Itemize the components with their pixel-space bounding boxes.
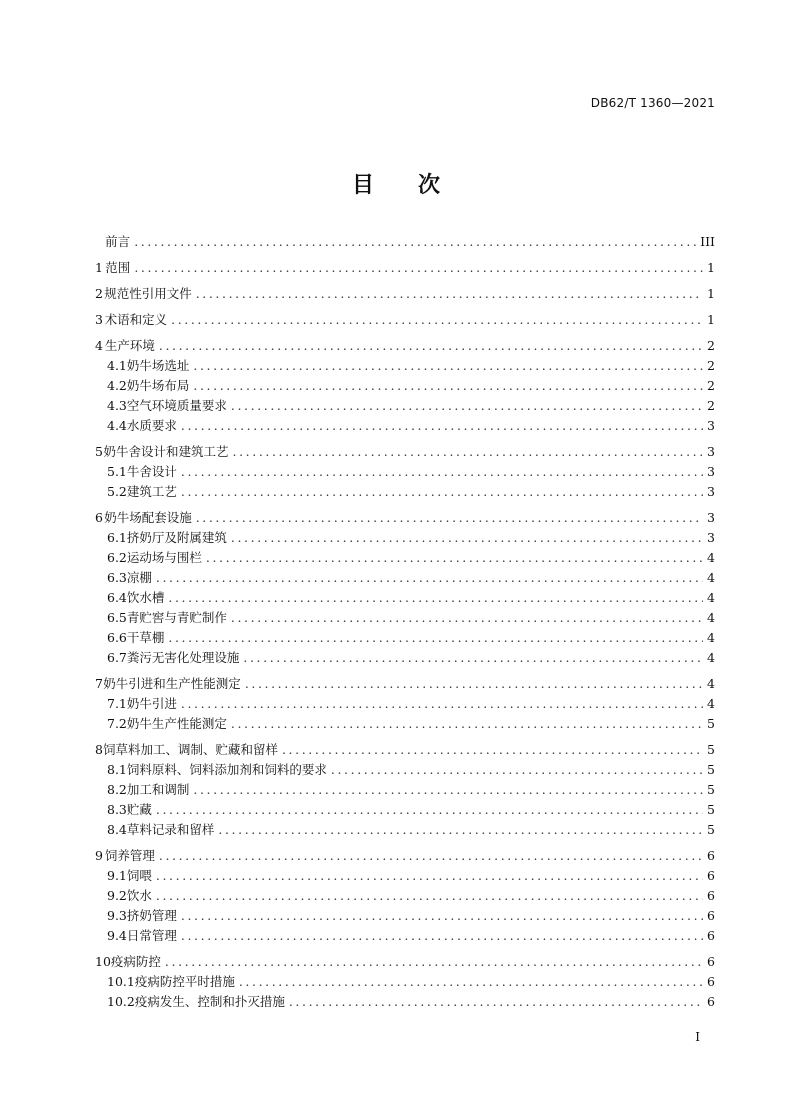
toc-entry[interactable] xyxy=(95,694,715,714)
toc-entry-number: 9.2 xyxy=(107,888,127,903)
toc-entry-label: 前言 xyxy=(105,234,131,249)
toc-leader-dots xyxy=(181,926,703,946)
toc-entry-number: 3 xyxy=(95,312,103,327)
toc-entry-label: 水质要求 xyxy=(126,418,177,433)
toc-leader-dots xyxy=(159,336,703,356)
toc-entry[interactable] xyxy=(95,336,715,356)
toc-entry-page: 3 xyxy=(707,530,715,545)
toc-entry-page: 5 xyxy=(707,716,715,731)
toc-entry[interactable] xyxy=(95,310,715,330)
toc-entry-number: 5.2 xyxy=(107,484,127,499)
toc-entry-label: 建筑工艺 xyxy=(126,484,177,499)
toc-entry-page: 4 xyxy=(707,610,715,625)
toc-entry-label: 贮藏 xyxy=(126,802,152,817)
toc-entry[interactable] xyxy=(95,906,715,926)
toc-leader-dots xyxy=(134,232,696,252)
toc-entry-number: 8.4 xyxy=(107,822,127,837)
toc-leader-dots xyxy=(181,482,703,502)
toc-leader-dots xyxy=(289,992,703,1012)
toc-leader-dots xyxy=(239,972,703,992)
toc-entry-label: 饮水 xyxy=(126,888,152,903)
toc-entry-page: 4 xyxy=(707,696,715,711)
toc-entry-page: III xyxy=(700,234,715,249)
toc-entry-number: 8.2 xyxy=(107,782,127,797)
toc-entry[interactable] xyxy=(95,648,715,668)
toc-leader-dots xyxy=(245,674,703,694)
toc-entry-number: 6.5 xyxy=(107,610,127,625)
toc-leader-dots xyxy=(196,284,703,304)
toc-leader-dots xyxy=(231,396,703,416)
toc-entry-number: 9.3 xyxy=(107,908,127,923)
toc-entry[interactable] xyxy=(95,866,715,886)
toc-entry-number: 9.4 xyxy=(107,928,127,943)
toc-entry-page: 2 xyxy=(707,398,715,413)
toc-entry-number: 6.6 xyxy=(107,630,127,645)
toc-entry-label: 饲养管理 xyxy=(104,848,155,863)
toc-entry[interactable] xyxy=(95,952,715,972)
toc-entry-page: 2 xyxy=(707,338,715,353)
toc-entry-number: 10.2 xyxy=(107,994,135,1009)
toc-entry-label: 空气环境质量要求 xyxy=(126,398,227,413)
toc-entry-label: 粪污无害化处理设施 xyxy=(126,650,240,665)
toc-entry-label: 牛舍设计 xyxy=(126,464,177,479)
toc-title-part1: 目 xyxy=(351,173,374,198)
toc-leader-dots xyxy=(231,528,703,548)
toc-entry-page: 5 xyxy=(707,782,715,797)
toc-entry[interactable] xyxy=(95,992,715,1012)
toc-entry-number: 4.3 xyxy=(107,398,127,413)
toc-entry-label: 加工和调制 xyxy=(126,782,190,797)
toc-entry-number: 9.1 xyxy=(107,868,127,883)
toc-entry-label: 日常管理 xyxy=(126,928,177,943)
toc-entry-page: 4 xyxy=(707,590,715,605)
toc-entry-page: 1 xyxy=(707,286,715,301)
toc-entry[interactable] xyxy=(95,800,715,820)
toc-leader-dots xyxy=(282,740,703,760)
toc-entry-label: 奶牛引进 xyxy=(126,696,177,711)
toc-entry-number: 6 xyxy=(95,510,103,525)
toc-entry[interactable] xyxy=(95,588,715,608)
toc-leader-dots xyxy=(156,568,703,588)
toc-leader-dots xyxy=(231,714,703,734)
toc-entry-number: 6.2 xyxy=(107,550,127,565)
toc-leader-dots xyxy=(134,258,703,278)
toc-entry-page: 5 xyxy=(707,802,715,817)
toc-entry-number: 8.3 xyxy=(107,802,127,817)
toc-entry-label: 疫病防控 xyxy=(110,954,161,969)
toc-entry-label: 草料记录和留样 xyxy=(126,822,215,837)
toc-entry[interactable] xyxy=(95,442,715,462)
toc-entry-number: 1 xyxy=(95,260,103,275)
toc-entry-label: 干草棚 xyxy=(126,630,165,645)
toc-entry-number: 4.4 xyxy=(107,418,127,433)
toc-leader-dots xyxy=(168,588,703,608)
toc-entry-page: 3 xyxy=(707,510,715,525)
toc-entry-page: 1 xyxy=(707,312,715,327)
toc-entry-number: 10.1 xyxy=(107,974,135,989)
toc-entry[interactable] xyxy=(95,740,715,760)
toc-leader-dots xyxy=(181,416,703,436)
page-number: I xyxy=(695,1030,700,1044)
toc-entry[interactable] xyxy=(95,568,715,588)
toc-leader-dots xyxy=(193,356,703,376)
toc-entry[interactable] xyxy=(95,284,715,304)
toc-entry-label: 饮水槽 xyxy=(126,590,165,605)
toc-entry-label: 奶牛引进和生产性能测定 xyxy=(103,676,241,691)
toc-entry-page: 4 xyxy=(707,550,715,565)
toc-entry-page: 3 xyxy=(707,418,715,433)
toc-entry-label: 术语和定义 xyxy=(104,312,168,327)
toc-entry-number: 5.1 xyxy=(107,464,127,479)
toc-entry-page: 6 xyxy=(707,954,715,969)
toc-leader-dots xyxy=(171,310,703,330)
toc-entry[interactable] xyxy=(95,760,715,780)
toc-entry-number: 4.1 xyxy=(107,358,127,373)
toc-entry[interactable] xyxy=(95,482,715,502)
toc-leader-dots xyxy=(243,648,703,668)
toc-entry-number: 6.7 xyxy=(107,650,127,665)
toc-entry-page: 6 xyxy=(707,974,715,989)
toc-entry-page: 5 xyxy=(707,742,715,757)
toc-entry-page: 3 xyxy=(707,484,715,499)
toc-entry-page: 6 xyxy=(707,928,715,943)
toc-title-part2: 次 xyxy=(418,173,441,198)
toc-entry-number: 4.2 xyxy=(107,378,127,393)
toc-leader-dots xyxy=(156,800,703,820)
toc-entry-page: 6 xyxy=(707,908,715,923)
toc-entry-page: 5 xyxy=(707,762,715,777)
toc-entry-page: 6 xyxy=(707,994,715,1009)
toc-leader-dots xyxy=(206,548,703,568)
toc-entry-page: 2 xyxy=(707,378,715,393)
toc-leader-dots xyxy=(196,508,703,528)
toc-entry[interactable] xyxy=(95,608,715,628)
toc-entry-page: 4 xyxy=(707,676,715,691)
toc-entry-label: 挤奶管理 xyxy=(126,908,177,923)
toc-leader-dots xyxy=(181,462,703,482)
toc-entry-page: 6 xyxy=(707,888,715,903)
toc-entry[interactable] xyxy=(95,376,715,396)
toc-leader-dots xyxy=(193,780,703,800)
toc-leader-dots xyxy=(165,952,703,972)
toc-entry[interactable] xyxy=(95,628,715,648)
toc-entry-number: 9 xyxy=(95,848,103,863)
toc-entry-page: 4 xyxy=(707,650,715,665)
toc-entry[interactable] xyxy=(95,528,715,548)
toc-entry-label: 奶牛舍设计和建筑工艺 xyxy=(103,444,229,459)
toc-entry[interactable] xyxy=(95,396,715,416)
toc-entry[interactable] xyxy=(95,780,715,800)
toc-entry-label: 凉棚 xyxy=(126,570,152,585)
toc-entry-number: 10 xyxy=(95,954,111,969)
toc-entry[interactable] xyxy=(95,926,715,946)
toc-leader-dots xyxy=(233,442,703,462)
toc-entry-label: 奶牛场布局 xyxy=(126,378,190,393)
toc-entry[interactable] xyxy=(95,714,715,734)
toc-entry-number: 4 xyxy=(95,338,103,353)
toc-entry-page: 3 xyxy=(707,444,715,459)
toc-entry-page: 1 xyxy=(707,260,715,275)
toc-entry-page: 5 xyxy=(707,822,715,837)
toc-title xyxy=(0,168,792,199)
toc-entry[interactable] xyxy=(95,416,715,436)
toc-entry-page: 3 xyxy=(707,464,715,479)
toc-entry-label: 疫病发生、控制和扑灭措施 xyxy=(134,994,285,1009)
toc-entry-number: 8 xyxy=(95,742,103,757)
toc-entry-label: 青贮窖与青贮制作 xyxy=(126,610,227,625)
toc-entry-label: 奶牛生产性能测定 xyxy=(126,716,227,731)
toc-leader-dots xyxy=(231,608,703,628)
toc-entry-label: 范围 xyxy=(105,260,131,275)
toc-entry-label: 奶牛场选址 xyxy=(126,358,190,373)
toc-entry[interactable] xyxy=(95,674,715,694)
toc-entry-number: 8.1 xyxy=(107,762,127,777)
toc-leader-dots xyxy=(168,628,703,648)
toc-entry-label: 饲喂 xyxy=(126,868,152,883)
toc-leader-dots xyxy=(156,866,703,886)
toc-entry[interactable] xyxy=(95,356,715,376)
toc-entry-label: 运动场与围栏 xyxy=(126,550,202,565)
toc-entry[interactable] xyxy=(95,232,715,252)
toc-leader-dots xyxy=(159,846,703,866)
toc-leader-dots xyxy=(193,376,703,396)
toc-entry-page: 4 xyxy=(707,570,715,585)
toc-entry-number: 6.3 xyxy=(107,570,127,585)
toc-entry-page: 6 xyxy=(707,848,715,863)
toc-entry-label: 饲草料加工、调制、贮藏和留样 xyxy=(102,742,278,757)
toc-leader-dots xyxy=(181,694,703,714)
toc-entry[interactable] xyxy=(95,820,715,840)
toc-entry-number: 6.1 xyxy=(107,530,127,545)
toc-entry[interactable] xyxy=(95,508,715,528)
toc-entry-page: 6 xyxy=(707,868,715,883)
document-code: DB62/T 1360—2021 xyxy=(590,96,715,110)
toc-entry[interactable] xyxy=(95,548,715,568)
toc-entry[interactable] xyxy=(95,462,715,482)
toc-entry-label: 疫病防控平时措施 xyxy=(134,974,235,989)
toc-entry-number: 2 xyxy=(95,286,103,301)
toc-entry-number: 6.4 xyxy=(107,590,127,605)
toc-entry-number: 7 xyxy=(95,676,103,691)
toc-leader-dots xyxy=(156,886,703,906)
toc-entry-page: 2 xyxy=(707,358,715,373)
toc-leader-dots xyxy=(331,760,703,780)
toc-entry-label: 挤奶厅及附属建筑 xyxy=(126,530,227,545)
toc-leader-dots xyxy=(181,906,703,926)
toc-entry-label: 规范性引用文件 xyxy=(104,286,192,301)
toc-entry-page: 4 xyxy=(707,630,715,645)
toc-entry-number: 5 xyxy=(95,444,103,459)
table-of-contents xyxy=(95,232,715,1012)
toc-leader-dots xyxy=(218,820,703,840)
toc-entry[interactable] xyxy=(95,972,715,992)
toc-entry-label: 奶牛场配套设施 xyxy=(104,510,192,525)
toc-entry-number: 7.2 xyxy=(107,716,127,731)
toc-entry[interactable] xyxy=(95,846,715,866)
toc-entry[interactable] xyxy=(95,258,715,278)
toc-entry-number: 7.1 xyxy=(107,696,127,711)
toc-entry-label: 饲料原料、饲料添加剂和饲料的要求 xyxy=(126,762,327,777)
toc-entry-label: 生产环境 xyxy=(104,338,155,353)
toc-entry[interactable] xyxy=(95,886,715,906)
